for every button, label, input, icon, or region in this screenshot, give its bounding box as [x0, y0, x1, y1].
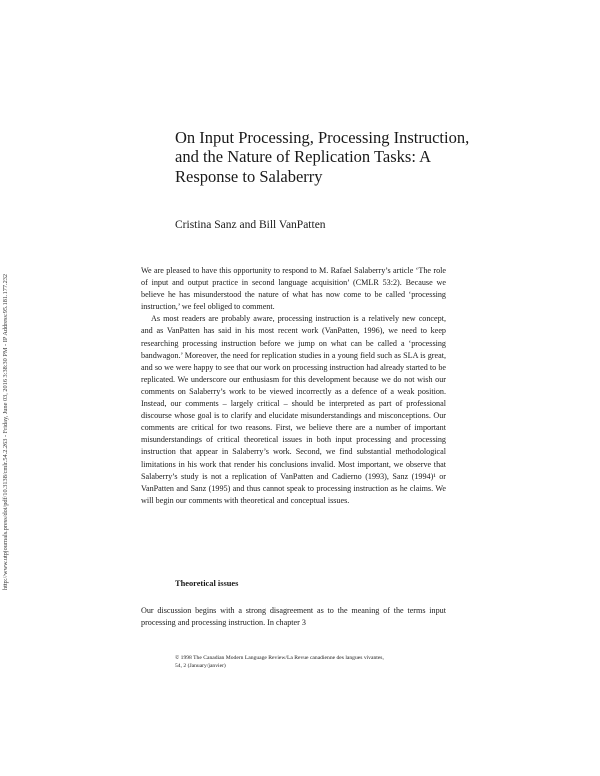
- copyright-line: © 1998 The Canadian Modern Language Review/La Revue canadienne des langues vivantes,: [175, 655, 384, 661]
- paragraph-theoretical: Our discussion begins with a strong disagreement as to the meaning of the terms input processing and processing instruction. In chapter 3: [141, 606, 446, 628]
- download-watermark: [2, 190, 16, 590]
- article-body: [141, 265, 446, 507]
- article-authors: Cristina Sanz and Bill VanPatten: [175, 219, 326, 231]
- copyright-footer: [175, 654, 445, 670]
- article-title: On Input Processing, Processing Instruction, and the Nature of Replication Tasks: A Response to Salaberry: [175, 128, 470, 186]
- paragraph-intro: We are pleased to have this opportunity to respond to M. Rafael Salaberry’s article ‘The role of input and output practice in second language acquisition’ (CMLR 53:2). Because we believe he has misunderstood the nature of what has now come to be called ‘processing instruction,’ we feel obliged to comment.: [141, 266, 446, 312]
- section-heading: Theoretical issues: [175, 579, 239, 588]
- issue-line: 54, 2 (January/janvier): [175, 663, 226, 669]
- download-watermark-text: http://www.utpjournals.press/doi/pdf/10.3138/cmlr.54.2.263 - Friday, June 03, 2016 3:38:30 PM - IP Address:95.181.177.232: [2, 273, 9, 590]
- paragraph-main: As most readers are probably aware, processing instruction is a relatively new concept, and as VanPatten has said in his most recent work (VanPatten, 1996), we need to keep researching processing instruction before we jump on what can be called a ‘processing bandwagon.’ Moreover, the need for replication studies in a young field such as SLA is great, and so we were happy to see that our work on processing instruction had already started to be replicated. We underscore our enthusiasm for this development because we do not wish our comments on Salaberry’s work to be viewed incorrectly as a defence of a weak position. Instead, our comments – largely critical – should be interpreted as part of professional discourse whose goal is to clarify and elucidate misunderstandings and misconceptions. Our comments are critical for two reasons. First, we believe there are a number of important misunderstandings of critical theoretical issues in both input processing and processing instruction that appear in Salaberry’s work. Second, we find substantial methodological limitations in his work that render his conclusions invalid. Most important, we observe that Salaberry’s study is not a replication of VanPatten and Cadierno (1993), Sanz (1994)¹ or VanPatten and Sanz (1995) and thus cannot speak to processing instruction as he claims. We will begin our comments with theoretical and conceptual issues.: [141, 314, 446, 505]
